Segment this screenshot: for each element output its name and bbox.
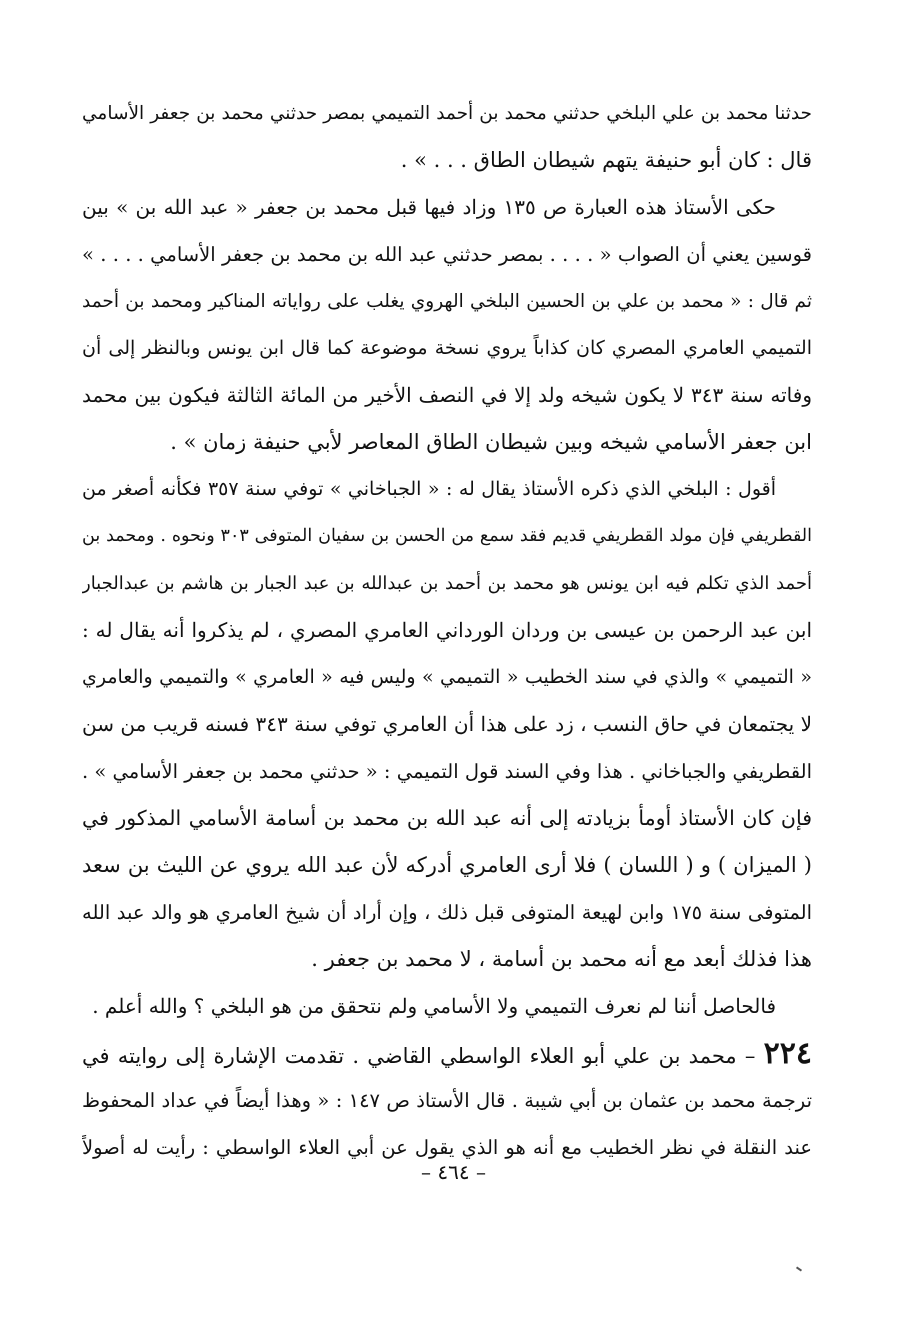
entry-heading-line [82, 1030, 812, 1077]
text-line: « التميمي » والذي في سند الخطيب « التميمي » وليس فيه « العامري » والتميمي والعامري [82, 666, 812, 688]
text-line: هذا فذلك أبعد مع أنه محمد بن أسامة ، لا محمد بن جعفر . [311, 947, 812, 971]
text-line: المتوفى سنة ١٧٥ وابن لهيعة المتوفى قبل ذلك ، وإن أراد أن شيخ العامري هو والد عبد الله [82, 901, 812, 924]
text-line: قال : كان أبو حنيفة يتهم شيطان الطاق . . . » . [400, 148, 812, 172]
text-line: لا يجتمعان في حاق النسب ، زد على هذا أن العامري توفي سنة ٣٤٣ فسنه قريب من سن [82, 712, 812, 736]
text-line: التميمي العامري المصري كان كذاباً يروي نسخة موضوعة كما قال ابن يونس وبالنظر إلى أن [82, 337, 812, 359]
text-line: ابن عبد الرحمن بن عيسى بن وردان الورداني العامري المصري ، لم يذكروا أنه يقال له : [82, 618, 812, 642]
entry-first-line: محمد بن علي أبو العلاء الواسطي القاضي . تقدمت الإشارة إلى روايته في [82, 1044, 737, 1068]
text-line: عند النقلة في نظر الخطيب مع أنه هو الذي يقول عن أبي العلاء الواسطي : رأيت له أصولاً [82, 1136, 812, 1159]
paragraph-start: فالحاصل أننا لم نعرف التميمي ولا الأسامي ولم نتحقق من هو البلخي ؟ والله أعلم . [92, 994, 776, 1018]
text-line: القطريفي والجباخاني . هذا وفي السند قول التميمي : « حدثني محمد بن جعفر الأسامي » . [82, 760, 812, 783]
text-line: وفاته سنة ٣٤٣ لا يكون شيخه ولد إلا في النصف الأخير من المائة الثالثة فيكون بين محمد [82, 383, 812, 407]
text-line: ترجمة محمد بن عثمان بن أبي شيبة . قال الأستاذ ص ١٤٧ : « وهذا أيضاً في عداد المحفوظ [82, 1089, 812, 1112]
text-line: قوسين يعني أن الصواب « . . . . بمصر حدثني عبد الله بن محمد بن جعفر الأسامي . . . . » [82, 243, 812, 266]
text-line: ابن جعفر الأسامي شيخه وبين شيطان الطاق المعاصر لأبي حنيفة زمان » . [170, 430, 812, 454]
text-line: ( الميزان ) و ( اللسان ) فلا أرى العامري أدركه لأن عبد الله يروي عن الليث بن سعد [82, 853, 812, 877]
text-line: حدثنا محمد بن علي البلخي حدثني محمد بن أحمد التميمي بمصر حدثني محمد بن جعفر الأسامي [82, 103, 812, 124]
text-line: ثم قال : « محمد بن علي بن الحسين البلخي الهروي يغلب على رواياته المناكير ومحمد بن أحمد [82, 291, 812, 312]
body-text [82, 90, 812, 1171]
scan-speck [796, 1266, 802, 1271]
paragraph-start: أقول : البلخي الذي ذكره الأستاذ يقال له : « الجباخاني » توفي سنة ٣٥٧ فكأنه أصغر من [82, 478, 776, 500]
text-line: القطريفي فإن مولد القطريفي قديم فقد سمع من الحسن بن سفيان المتوفى ٣٠٣ ونحوه . ومحمد بن [82, 526, 812, 546]
paragraph-start: حكى الأستاذ هذه العبارة ص ١٣٥ وزاد فيها قبل محمد بن جعفر « عبد الله بن » بين [82, 195, 776, 219]
page-number: – ٤٦٤ – [421, 1160, 486, 1184]
entry-dash: – [744, 1044, 756, 1068]
entry-number: ٢٢٤ [763, 1036, 812, 1071]
text-line: فإن كان الأستاذ أومأ بزيادته إلى أنه عبد الله بن محمد بن أسامة الأسامي المذكور في [82, 806, 812, 830]
text-line: أحمد الذي تكلم فيه ابن يونس هو محمد بن أحمد بن عبدالله بن عبد الجبار بن هاشم بن عبدالجبار [82, 573, 812, 594]
